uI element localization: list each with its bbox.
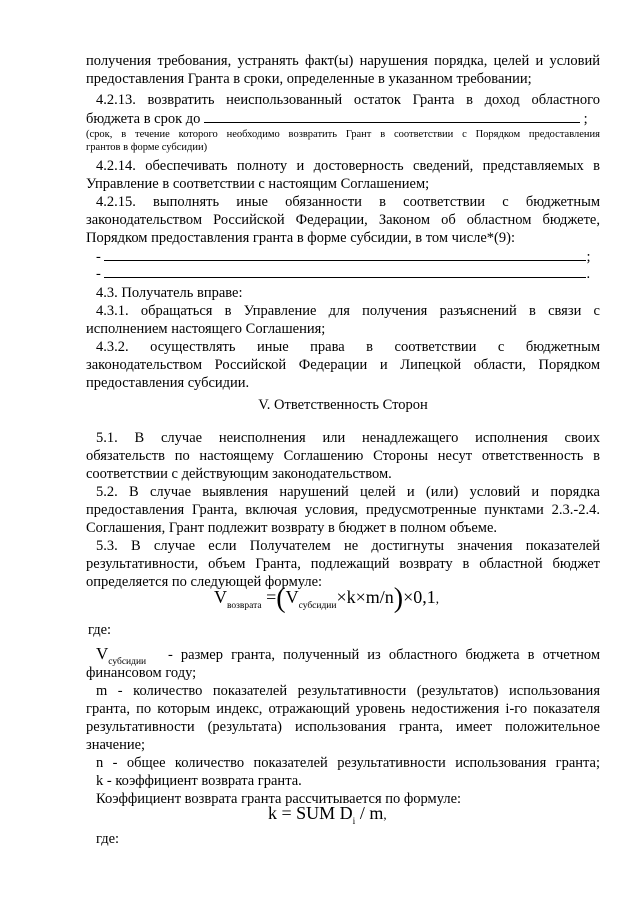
formula-body: k = SUM D — [268, 803, 353, 823]
text-line: законодательством Российской Федерации, Законом об областном бюджете, — [86, 212, 600, 228]
text-line: m - количество показателей результативности (результатов) использования — [96, 683, 600, 699]
text-line: соответствии с действующим законодательством. — [86, 466, 392, 482]
blank-line — [204, 109, 580, 123]
text-line: обязательств по настоящему Соглашению Стороны несут ответственность в — [86, 448, 600, 464]
text-line: Коэффициент возврата гранта рассчитывается по формуле: — [96, 791, 462, 807]
text-line: - размер гранта, полученный из областного бюджета в отчетном — [168, 647, 600, 663]
text-line: 5.2. В случае выявления нарушений целей и (или) условий и порядка — [96, 484, 600, 500]
dash: - — [96, 266, 101, 282]
formula-subscript: i — [352, 817, 356, 827]
text-line: 5.3. В случае если Получателем не достигнуты значения показателей — [96, 538, 600, 554]
text-line: Порядком предоставления гранта в форме субсидии, в том числе*(9): — [86, 230, 515, 246]
text-line: предоставления субсидии. — [86, 375, 250, 391]
formula-comma: , — [435, 591, 440, 606]
text-line: предоставления Гранта, включая условия, предусмотренные пунктами 2.3.-2.4. — [86, 502, 600, 518]
text-fragment: ; — [586, 249, 591, 265]
text-line: результативности (результата) использования гранта, имеет положительное — [86, 719, 600, 735]
text-line: где: — [88, 622, 112, 638]
dash: - — [96, 249, 101, 265]
text-line: где: — [96, 831, 120, 847]
section-heading: V. Ответственность Сторон — [258, 397, 428, 413]
formula-return-coefficient — [268, 803, 387, 827]
formula-body: ×0,1 — [403, 587, 436, 607]
footnote-line: (срок, в течение которого необходимо возвратить Грант в соответствии с Порядком предоставления — [86, 129, 600, 140]
text-line: 5.1. В случае неисполнения или ненадлежащего исполнения своих — [96, 430, 600, 446]
formula-subscript: субсидии — [108, 657, 147, 667]
text-line: получения требования, устранять факт(ы) нарушения порядка, целей и условий — [86, 53, 600, 69]
text-line: исполнением настоящего Соглашения; — [86, 321, 326, 337]
text-fragment: бюджета в срок до — [86, 111, 201, 127]
text-line: 4.2.15. выполнять иные обязанности в соответствии с бюджетным — [96, 194, 600, 210]
text-line: 4.2.13. возвратить неиспользованный остаток Гранта в доход областного — [96, 92, 600, 108]
formula-subscript: возврата — [227, 601, 262, 611]
text-line: 4.3. Получатель вправе: — [96, 285, 243, 301]
formula-body: / m — [355, 803, 384, 823]
text-line: 4.3.1. обращаться в Управление для получения разъяснений в связи с — [96, 303, 600, 319]
text-line: гранта, по которым индекс, отражающий уровень недостижения i-го показателя — [86, 701, 600, 717]
footnote-line: грантов в форме субсидии) — [86, 142, 208, 153]
text-fragment: ; — [583, 111, 588, 127]
formula-body: ×k×m/n — [336, 587, 394, 607]
text-line — [96, 264, 600, 283]
blank-line — [104, 264, 586, 278]
text-line: предоставления Гранта в сроки, определенные в указанном требовании; — [86, 71, 532, 87]
text-line: n - общее количество показателей результативности использования гранта; — [96, 755, 600, 771]
formula-symbol: V — [285, 587, 299, 607]
formula-symbol: V — [96, 644, 109, 663]
formula-return-volume — [214, 583, 439, 615]
formula-subscript: субсидии — [298, 601, 337, 611]
text-line — [86, 109, 600, 128]
formula-symbol: = — [266, 587, 277, 607]
text-line: Соглашения, Грант подлежит возврату в бюджет в полном объеме. — [86, 520, 498, 536]
text-line: результативности, объем Гранта, подлежащий возврату в областной бюджет — [86, 556, 600, 572]
formula-paren: ) — [393, 583, 404, 614]
text-line: законодательством Российской Федерации и Липецкой области, Порядком — [86, 357, 600, 373]
text-line: 4.2.14. обеспечивать полноту и достоверность сведений, представляемых в — [96, 158, 600, 174]
text-fragment: . — [586, 266, 591, 282]
text-line: определяется по следующей формуле: — [86, 574, 323, 590]
blank-line — [104, 247, 586, 261]
formula-comma: , — [383, 807, 387, 822]
formula-symbol: V — [214, 587, 227, 607]
text-line: 4.3.2. осуществлять иные права в соответствии с бюджетным — [96, 339, 600, 355]
text-line: Управление в соответствии с настоящим Соглашением; — [86, 176, 430, 192]
text-line: k - коэффициент возврата гранта. — [96, 773, 302, 789]
text-line: финансовом году; — [86, 665, 197, 681]
formula-paren: ( — [276, 583, 286, 614]
text-line: значение; — [86, 737, 146, 753]
